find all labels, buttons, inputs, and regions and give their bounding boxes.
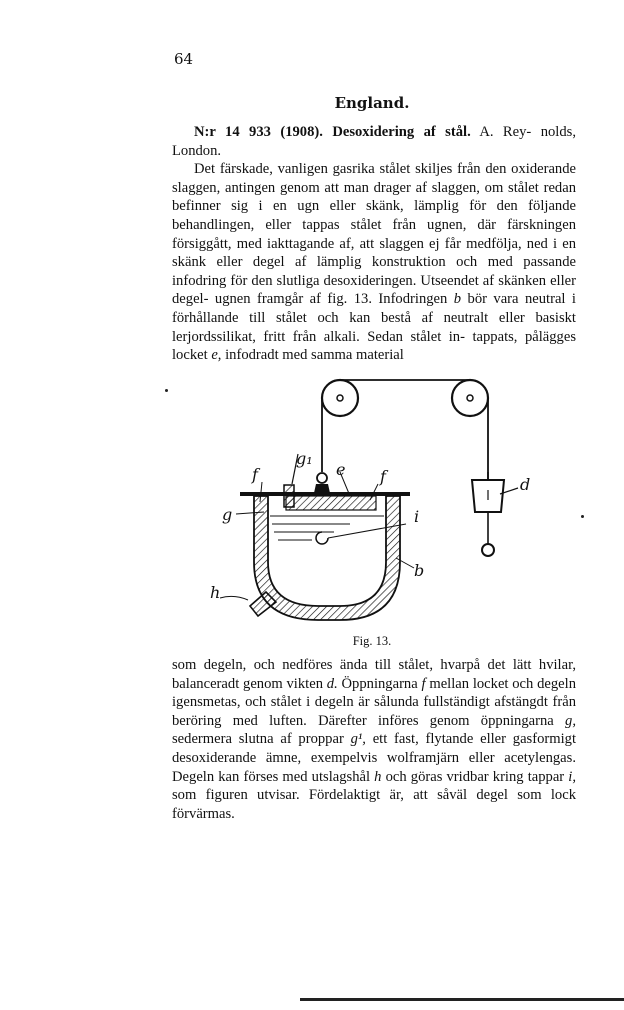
speck bbox=[165, 389, 168, 392]
lid-hook bbox=[314, 473, 330, 493]
paragraph-1-text-a: Det färskade, vanligen gasrika stålet skiljes från den oxiderande slaggen, antingen genom att man drager af slaggen, om stålet redan befinner sig i en ugn eller skänk, lämplig för den följande behandlingen, eller tappas stålet från ugnen, där färskningen försiggått, med iakttagande af, att slaggen ej får medfölja, ned i en skänk eller degel af lämplig konstruktion och med passande infodring för den slutliga desoxideringen. Utseendet af skänken eller degel- ugnen framgår af fig. 13. Infodringen bbox=[172, 161, 576, 308]
label-d: d bbox=[520, 475, 531, 494]
paragraph-2 bbox=[172, 656, 576, 823]
figure-caption: Fig. 13. bbox=[352, 634, 392, 648]
label-i: i bbox=[414, 507, 420, 526]
paragraph-2-text-d: sedermera slutna af proppar bbox=[172, 731, 344, 748]
entry-author: A. Rey- nolds, London. bbox=[172, 124, 576, 159]
paragraph-2-text-b: Öppningarna bbox=[341, 675, 418, 692]
var-e: e, bbox=[211, 347, 222, 364]
paragraph-1-text-c: infodradt med samma material bbox=[225, 347, 404, 364]
var-i: i, bbox=[568, 768, 576, 785]
lid-e bbox=[286, 496, 376, 510]
section-title: England. bbox=[334, 94, 410, 112]
pulley-left bbox=[322, 380, 358, 416]
entry-number: N:r 14 933 (1908). bbox=[194, 124, 323, 140]
paragraph-1-text-b: bör vara neutral i förhållande till stålet och kan bestå af neutralt eller basiskt lerjordssilikat, fritt från alkali. Sedan stålet in- tappats, pålägges locket bbox=[172, 291, 576, 364]
var-f: f bbox=[421, 675, 426, 692]
paragraph-2-text-c: mellan locket och degeln igensmetas, och stålet i degeln är sålunda fullständigt afstängdt från beröring med luften. Därefter införes genom öppningarna bbox=[172, 675, 577, 729]
text-block-bottom bbox=[172, 656, 576, 823]
taphole-h bbox=[220, 592, 276, 616]
label-g1: g₁ bbox=[296, 449, 313, 468]
crucible-diagram bbox=[200, 372, 580, 647]
var-d: d. bbox=[326, 675, 338, 692]
paragraph-1 bbox=[172, 160, 576, 365]
label-h: h bbox=[210, 583, 221, 602]
paragraph-2-text-e: ett fast, flytande eller gasformigt desoxiderande ämne, exempelvis wolframjärn eller acetylengas. Degeln kan förses med utslagshål bbox=[172, 731, 576, 785]
figure-13 bbox=[200, 372, 580, 647]
var-b: b bbox=[453, 291, 462, 308]
page-number: 64 bbox=[174, 50, 194, 68]
var-g1: g¹, bbox=[350, 731, 366, 748]
paragraph-2-text-a: som degeln, och nedföres ända till stålet, hvarpå det lätt hvilar, balanceradt genom vikten bbox=[172, 657, 576, 692]
text-block-top bbox=[172, 123, 576, 365]
entry-title: Desoxidering af stål. bbox=[332, 124, 471, 140]
var-g: g, bbox=[565, 712, 576, 729]
label-f-left: f bbox=[252, 465, 258, 484]
steel-melt bbox=[270, 516, 384, 540]
speck bbox=[581, 515, 584, 518]
pulley-right bbox=[452, 380, 488, 416]
scan-edge-rule bbox=[300, 998, 624, 1001]
var-h: h bbox=[374, 768, 382, 785]
counterweight bbox=[472, 472, 518, 556]
label-b: b bbox=[414, 561, 425, 580]
label-f-right: f bbox=[380, 467, 386, 486]
rope bbox=[322, 380, 488, 480]
label-g: g bbox=[222, 505, 233, 524]
entry-heading bbox=[172, 123, 576, 160]
paragraph-2-text-g: som figuren utvisar. Fördelaktigt är, att såväl degel som lock förvärmas. bbox=[172, 787, 576, 822]
paragraph-2-text-f: och göras vridbar kring tappar bbox=[385, 768, 565, 785]
label-e: e bbox=[336, 460, 346, 479]
